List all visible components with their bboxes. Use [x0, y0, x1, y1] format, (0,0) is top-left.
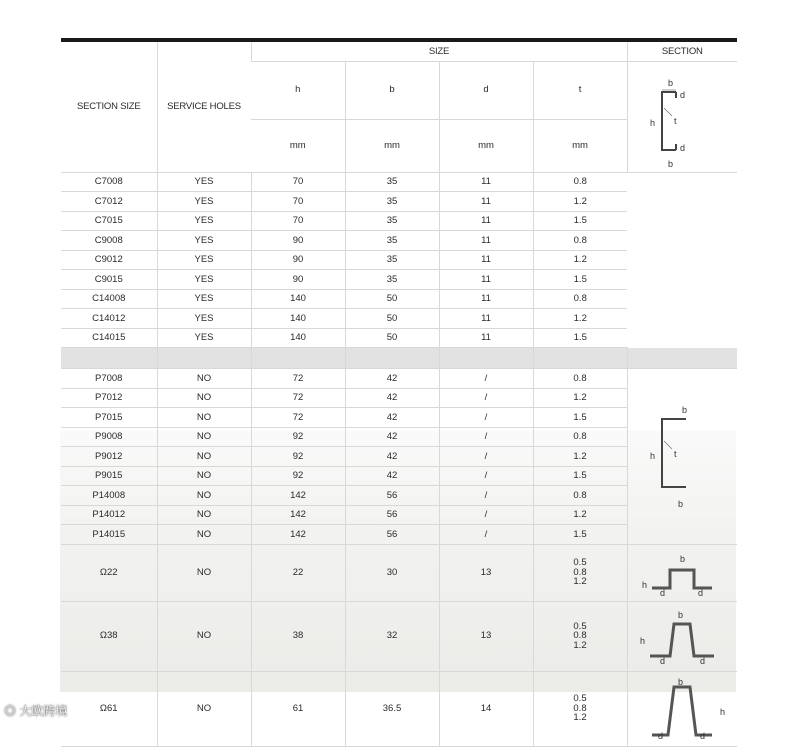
cell-b: 56	[345, 486, 439, 506]
cell-name: C7008	[61, 172, 157, 192]
cell-b: 35	[345, 231, 439, 251]
label-h: h	[642, 579, 648, 590]
label-h: h	[720, 706, 726, 717]
cell-h: 142	[251, 486, 345, 506]
omega38-diagram	[632, 606, 732, 666]
watermark	[4, 702, 67, 719]
cell-b: 30	[345, 544, 439, 601]
label-t: t	[674, 115, 677, 126]
thickness-value: 0.8	[573, 566, 587, 578]
cell-name: P9015	[61, 466, 157, 486]
cell-b: 35	[345, 270, 439, 290]
cell-holes: NO	[157, 525, 251, 545]
cell-h: 92	[251, 427, 345, 447]
cell-d: /	[439, 369, 533, 389]
cell-holes: YES	[157, 250, 251, 270]
cell-h: 38	[251, 601, 345, 671]
thickness-value: 1.2	[573, 576, 587, 588]
label-b-bottom: b	[668, 158, 674, 169]
cell-name: Ω61	[61, 671, 157, 746]
cell-d: 11	[439, 231, 533, 251]
cell-name: C14012	[61, 309, 157, 329]
cell-h: 142	[251, 505, 345, 525]
cell-name: C14015	[61, 328, 157, 348]
cell-d: 11	[439, 309, 533, 329]
cell-b: 32	[345, 601, 439, 671]
cell-t: 1.5	[533, 525, 627, 545]
cell-d: 13	[439, 544, 533, 601]
label-d-top: d	[680, 89, 686, 100]
cell-d: /	[439, 525, 533, 545]
cell-holes: YES	[157, 172, 251, 192]
cell-name: P7015	[61, 408, 157, 428]
label-h: h	[650, 451, 656, 462]
cell-h: 22	[251, 544, 345, 601]
cell-b: 42	[345, 447, 439, 467]
separator-row	[61, 348, 737, 369]
cell-name: P14008	[61, 486, 157, 506]
label-b: b	[678, 676, 684, 687]
cell-h: 72	[251, 408, 345, 428]
label-d: d	[660, 656, 666, 666]
cell-holes: NO	[157, 544, 251, 601]
unit-d: mm	[439, 119, 533, 172]
cell-d: 13	[439, 601, 533, 671]
header-h: h	[251, 61, 345, 119]
cell-name: C7015	[61, 211, 157, 231]
c-section-diagram	[627, 61, 737, 172]
cell-t: 0.8	[533, 231, 627, 251]
label-b: b	[678, 610, 684, 620]
table-row	[61, 328, 737, 348]
unit-b: mm	[345, 119, 439, 172]
omega22-diagram	[632, 548, 732, 598]
cell-t: 1.2	[533, 388, 627, 408]
cell-d: 11	[439, 250, 533, 270]
p-section-diagram	[627, 369, 737, 545]
table-row	[61, 601, 737, 671]
thickness-value: 1.2	[573, 712, 587, 724]
cell-b: 42	[345, 388, 439, 408]
label-d: d	[660, 587, 666, 598]
header-size: SIZE	[251, 40, 627, 61]
cell-b: 35	[345, 172, 439, 192]
cell-holes: YES	[157, 328, 251, 348]
cell-t: 1.2	[533, 447, 627, 467]
cell-h: 70	[251, 192, 345, 212]
cell-b: 42	[345, 369, 439, 389]
label-d: d	[658, 730, 664, 741]
label-b-top: b	[668, 77, 674, 88]
cell-holes: YES	[157, 211, 251, 231]
cell-b: 35	[345, 192, 439, 212]
thickness-value: 0.5	[573, 693, 587, 705]
cell-t: 1.2	[533, 250, 627, 270]
label-d: d	[698, 587, 704, 598]
cell-holes: YES	[157, 231, 251, 251]
label-t: t	[674, 449, 677, 460]
cell-d: 11	[439, 172, 533, 192]
cell-b: 50	[345, 309, 439, 329]
cell-name: P9012	[61, 447, 157, 467]
cell-t: 1.2	[533, 309, 627, 329]
cell-t: 1.5	[533, 328, 627, 348]
cell-d: 11	[439, 211, 533, 231]
cell-b: 56	[345, 525, 439, 545]
cell-holes: YES	[157, 289, 251, 309]
label-b-top: b	[682, 405, 688, 416]
cell-b: 42	[345, 408, 439, 428]
cell-h: 140	[251, 289, 345, 309]
cell-t: 1.5	[533, 211, 627, 231]
thickness-value: 0.8	[573, 630, 587, 642]
label-d: d	[700, 656, 706, 666]
header-d: d	[439, 61, 533, 119]
cell-holes: NO	[157, 466, 251, 486]
table-row	[61, 289, 737, 309]
unit-t: mm	[533, 119, 627, 172]
cell-name: C9008	[61, 231, 157, 251]
label-d: d	[700, 730, 706, 741]
table-row	[61, 231, 737, 251]
cell-t: 0.8	[533, 369, 627, 389]
cell-t: 0.8	[533, 427, 627, 447]
cell-h: 72	[251, 369, 345, 389]
cell-name: P14015	[61, 525, 157, 545]
cell-name: P9008	[61, 427, 157, 447]
table-row	[61, 172, 737, 192]
cell-holes: NO	[157, 671, 251, 746]
cell-name: C9015	[61, 270, 157, 290]
cell-t: 1.5	[533, 408, 627, 428]
cell-d: 11	[439, 192, 533, 212]
cell-b: 35	[345, 211, 439, 231]
omega-section-diagram	[627, 671, 737, 746]
cell-h: 92	[251, 466, 345, 486]
table-row	[61, 671, 737, 746]
label-h: h	[640, 636, 646, 646]
cell-b: 50	[345, 328, 439, 348]
cell-d: /	[439, 505, 533, 525]
cell-b: 35	[345, 250, 439, 270]
cell-b: 56	[345, 505, 439, 525]
cell-t: 1.2	[533, 505, 627, 525]
header-section-size: SECTION SIZE	[61, 40, 157, 172]
header-service-holes: SERVICE HOLES	[157, 40, 251, 172]
cell-holes: YES	[157, 309, 251, 329]
cell-t: 1.5	[533, 466, 627, 486]
cell-t	[533, 671, 627, 746]
cell-t	[533, 544, 627, 601]
cell-name: P14012	[61, 505, 157, 525]
cell-h: 70	[251, 211, 345, 231]
header-section: SECTION	[627, 40, 737, 61]
cell-holes: YES	[157, 270, 251, 290]
cell-holes: NO	[157, 388, 251, 408]
cell-holes: YES	[157, 192, 251, 212]
cell-d: /	[439, 466, 533, 486]
section-size-table	[61, 38, 737, 747]
cell-name: C14008	[61, 289, 157, 309]
cell-holes: NO	[157, 447, 251, 467]
watermark-text: 大欧跨境	[19, 704, 68, 718]
cell-h: 142	[251, 525, 345, 545]
cell-d: /	[439, 486, 533, 506]
cell-holes: NO	[157, 427, 251, 447]
cell-d: /	[439, 388, 533, 408]
table-row	[61, 309, 737, 329]
header-t: t	[533, 61, 627, 119]
cell-name: Ω22	[61, 544, 157, 601]
cell-h: 140	[251, 328, 345, 348]
thickness-value: 0.5	[573, 620, 587, 632]
cell-h: 90	[251, 270, 345, 290]
thickness-value: 0.5	[573, 557, 587, 569]
header-b: b	[345, 61, 439, 119]
table-row	[61, 250, 737, 270]
cell-d: 14	[439, 671, 533, 746]
camera-lens-icon: ◎	[4, 704, 17, 718]
cell-d: 11	[439, 289, 533, 309]
cell-holes: NO	[157, 505, 251, 525]
label-b: b	[680, 553, 686, 564]
label-h: h	[650, 117, 656, 128]
cell-name: C9012	[61, 250, 157, 270]
cell-t: 0.8	[533, 172, 627, 192]
omega-section-diagram	[627, 601, 737, 671]
cell-name: Ω38	[61, 601, 157, 671]
cell-b: 42	[345, 466, 439, 486]
cell-h: 61	[251, 671, 345, 746]
table-row	[61, 192, 737, 212]
thickness-value: 0.8	[573, 702, 587, 714]
p-channel-diagram	[642, 391, 722, 521]
table-row	[61, 270, 737, 290]
cell-name: P7012	[61, 388, 157, 408]
table-row	[61, 369, 737, 389]
cell-d: /	[439, 408, 533, 428]
cell-b: 42	[345, 427, 439, 447]
cell-name: C7012	[61, 192, 157, 212]
cell-h: 90	[251, 250, 345, 270]
cell-d: /	[439, 447, 533, 467]
cell-name: P7008	[61, 369, 157, 389]
cell-h: 140	[251, 309, 345, 329]
unit-h: mm	[251, 119, 345, 172]
cell-h: 90	[251, 231, 345, 251]
cell-holes: NO	[157, 369, 251, 389]
label-b-bottom: b	[678, 499, 684, 510]
cell-holes: NO	[157, 408, 251, 428]
table-row	[61, 544, 737, 601]
cell-t: 1.2	[533, 192, 627, 212]
thickness-value: 1.2	[573, 639, 587, 651]
cell-d: /	[439, 427, 533, 447]
omega61-diagram	[632, 677, 732, 741]
cell-b: 50	[345, 289, 439, 309]
cell-b: 36.5	[345, 671, 439, 746]
cell-h: 70	[251, 172, 345, 192]
table-row	[61, 211, 737, 231]
c-channel-diagram	[642, 62, 722, 172]
cell-t: 0.8	[533, 289, 627, 309]
cell-holes: NO	[157, 486, 251, 506]
cell-t: 1.5	[533, 270, 627, 290]
cell-d: 11	[439, 328, 533, 348]
cell-t: 0.8	[533, 486, 627, 506]
cell-d: 11	[439, 270, 533, 290]
label-d-bottom: d	[680, 142, 686, 153]
cell-h: 72	[251, 388, 345, 408]
cell-holes: NO	[157, 601, 251, 671]
cell-h: 92	[251, 447, 345, 467]
omega-section-diagram	[627, 544, 737, 601]
cell-t	[533, 601, 627, 671]
